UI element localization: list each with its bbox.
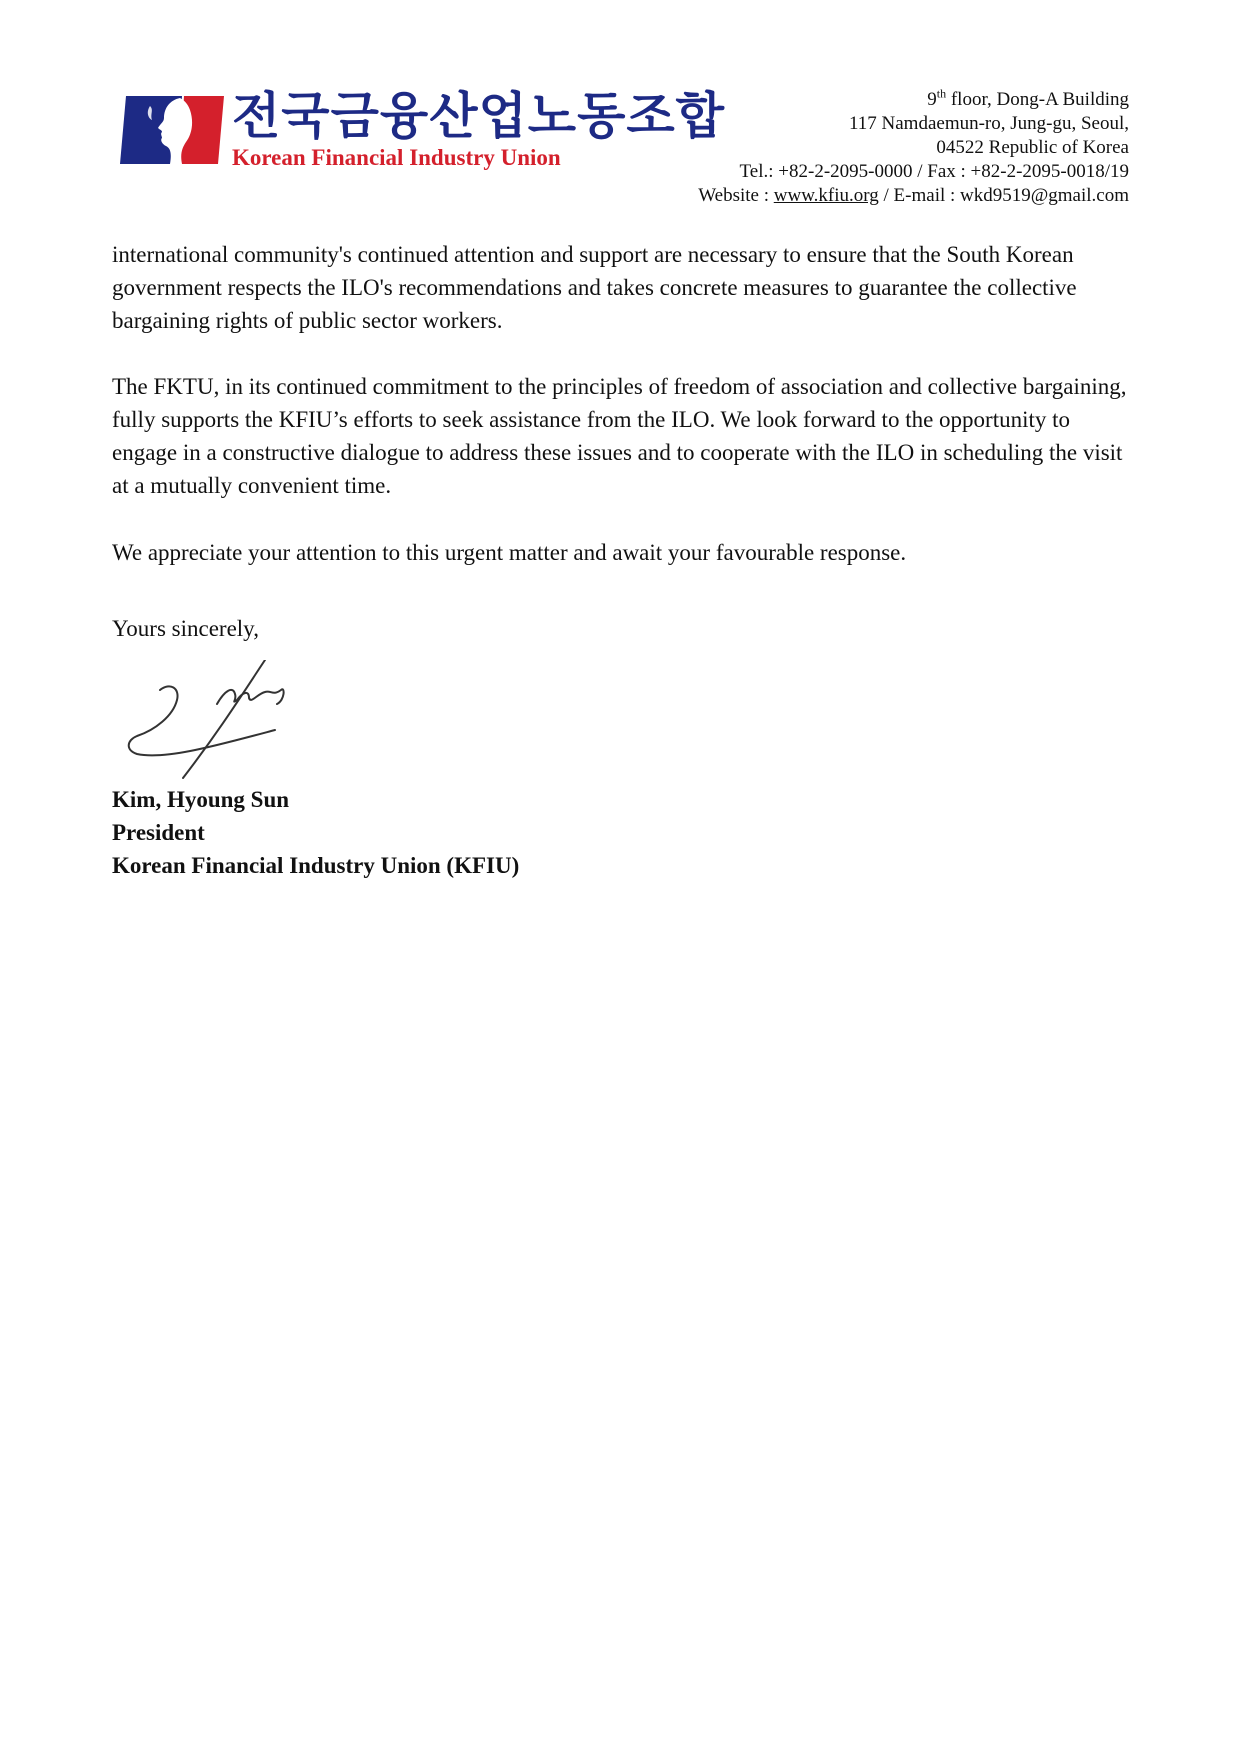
address-block [698,88,1129,208]
website-link[interactable]: www.kfiu.org [773,185,879,206]
address-line-street: 117 Namdaemun-ro, Jung-gu, Seoul, [848,113,1129,134]
letter-body [112,238,1132,602]
address-line-floor: 9th floor, Dong-A Building [927,86,1129,110]
union-emblem-icon [120,92,224,168]
body-paragraph-3: We appreciate your attention to this urgent matter and await your favourable response. [112,540,907,565]
logo-english-text: Korean Financial Industry Union [232,145,561,170]
signer-name: Kim, Hyoung Sun [112,787,290,812]
signer-organization: Korean Financial Industry Union (KFIU) [112,853,520,878]
signer-title: President [112,820,205,845]
closing-salutation: Yours sincerely, [112,616,259,641]
body-paragraph-1: international community's continued attention and support are necessary to ensure that the South Korean government respects the ILO's recommendations and takes concrete measures to guarantee the collective bargaining rights of public sector workers. [112,242,1077,333]
handwritten-signature [125,660,310,780]
contact-line: Website : www.kfiu.org / E-mail : wkd9519@gmail.com [698,185,1129,206]
union-logo [120,87,725,178]
logo-korean-text: 전국금융산업노동조합 [232,87,725,145]
body-paragraph-2: The FKTU, in its continued commitment to the principles of freedom of association and collective bargaining, fully supports the KFIU’s efforts to seek assistance from the ILO. We look forward to the opportunity to engage in a constructive dialogue to address these issues and to cooperate with the ILO in scheduling the visit at a mutually convenient time. [112,374,1127,498]
phone-fax-line: Tel.: +82-2-2095-0000 / Fax : +82-2-2095-0018/19 [739,161,1129,182]
address-line-postal: 04522 Republic of Korea [936,137,1129,158]
signer-block [112,783,519,882]
